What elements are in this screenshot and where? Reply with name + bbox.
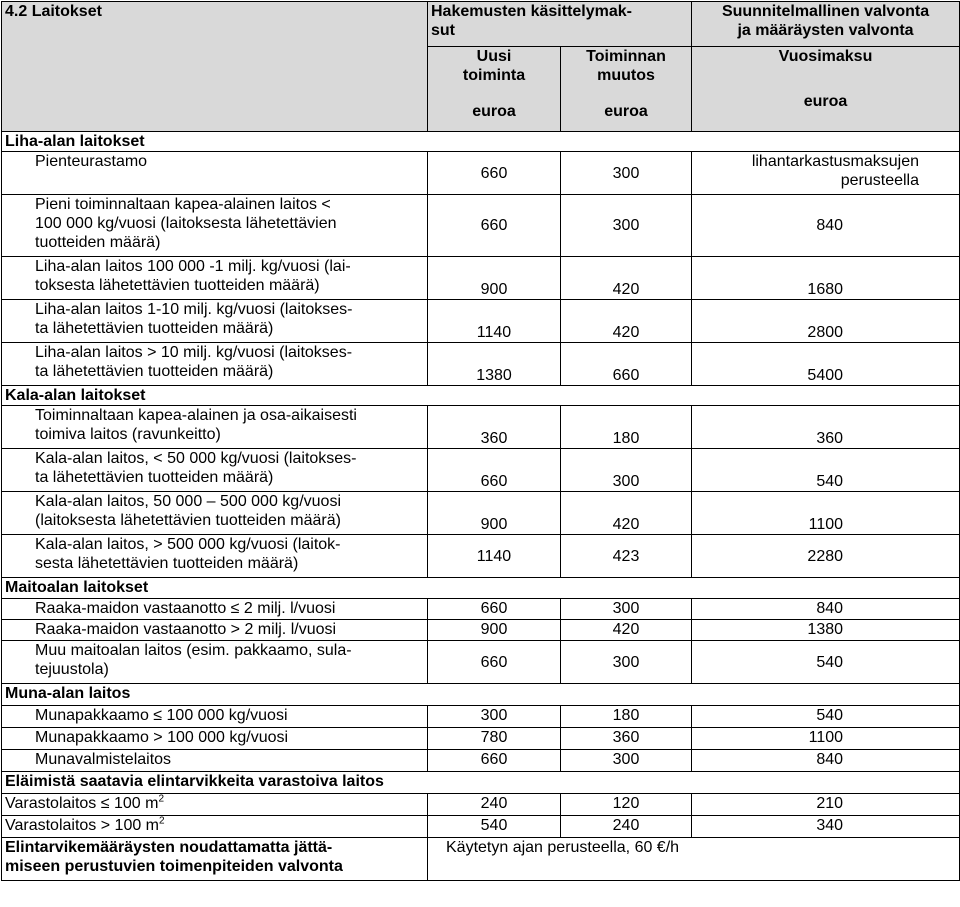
change-fee: 180	[561, 406, 692, 449]
new-operation-header: Uusi toiminta	[428, 47, 561, 92]
change-fee: 240	[561, 816, 692, 838]
footer-value: Käytetyn ajan perusteella, 60 €/h	[428, 838, 960, 881]
annual-fee: 2280	[692, 535, 960, 578]
change-fee: 660	[561, 343, 692, 386]
section-heading: Maitoalan laitokset	[2, 578, 960, 599]
new-fee: 1140	[428, 300, 561, 343]
new-fee: 660	[428, 195, 561, 257]
row-label	[2, 794, 428, 816]
change-operation-header: Toiminnan muutos	[561, 47, 692, 92]
annual-fee: 5400	[692, 343, 960, 386]
new-fee: 1380	[428, 343, 561, 386]
supervision-header: Suunnitelmallinen valvonta ja määräysten valvonta	[692, 2, 960, 47]
annual-fee: 840	[692, 599, 960, 620]
change-fee: 300	[561, 750, 692, 772]
change-fee: 420	[561, 492, 692, 535]
row-label: Muu maitoalan laitos (esim. pakkaamo, sula- tejuustola)	[2, 641, 428, 684]
annual-fee: 1680	[692, 257, 960, 300]
annual-fee: 540	[692, 706, 960, 728]
annual-fee: 1100	[692, 728, 960, 750]
row-label-text: Varastolaitos > 100 m	[5, 817, 160, 834]
new-fee: 660	[428, 599, 561, 620]
row-label: Raaka-maidon vastaanotto > 2 milj. l/vuosi	[2, 620, 428, 641]
change-fee: 423	[561, 535, 692, 578]
new-fee: 300	[428, 706, 561, 728]
unit-change: euroa	[561, 92, 692, 132]
annual-fee: 2800	[692, 300, 960, 343]
section-heading: Muna-alan laitos	[2, 684, 960, 706]
new-fee: 660	[428, 641, 561, 684]
row-label: Kala-alan laitos, > 500 000 kg/vuosi (laitok- sesta lähetettävien tuotteiden määrä)	[2, 535, 428, 578]
section-heading: Eläimistä saatavia elintarvikkeita varastoiva laitos	[2, 772, 960, 794]
new-fee: 540	[428, 816, 561, 838]
row-label: Pienteurastamo	[2, 152, 428, 195]
processing-fees-header: Hakemusten käsittelymak- sut	[428, 2, 692, 47]
fee-table	[1, 1, 960, 881]
unit-new: euroa	[428, 92, 561, 132]
new-fee: 900	[428, 257, 561, 300]
superscript: 2	[159, 815, 165, 827]
new-fee: 360	[428, 406, 561, 449]
footer-label: Elintarvikemääräysten noudattamatta jättä- miseen perustuvien toimenpiteiden valvonta	[2, 838, 428, 881]
annual-fee: lihantarkastusmaksujen perusteella	[692, 152, 960, 195]
row-label-text: Varastolaitos ≤ 100 m	[5, 795, 159, 812]
section-heading: Liha-alan laitokset	[2, 132, 960, 152]
new-fee: 660	[428, 152, 561, 195]
new-fee: 660	[428, 449, 561, 492]
change-fee: 300	[561, 195, 692, 257]
annual-fee: 540	[692, 641, 960, 684]
row-label: Munapakkaamo > 100 000 kg/vuosi	[2, 728, 428, 750]
row-label: Toiminnaltaan kapea-alainen ja osa-aikaisesti toimiva laitos (ravunkeitto)	[2, 406, 428, 449]
section-title-cell	[2, 2, 428, 132]
new-fee: 900	[428, 492, 561, 535]
annual-fee: 340	[692, 816, 960, 838]
change-fee: 420	[561, 257, 692, 300]
new-fee: 660	[428, 750, 561, 772]
change-fee: 300	[561, 152, 692, 195]
change-fee: 360	[561, 728, 692, 750]
row-label: Kala-alan laitos, < 50 000 kg/vuosi (laitokses- ta lähetettävien tuotteiden määrä)	[2, 449, 428, 492]
change-fee: 300	[561, 449, 692, 492]
row-label: Liha-alan laitos 1-10 milj. kg/vuosi (laitokses- ta lähetettävien tuotteiden määrä)	[2, 300, 428, 343]
change-fee: 420	[561, 300, 692, 343]
row-label: Raaka-maidon vastaanotto ≤ 2 milj. l/vuosi	[2, 599, 428, 620]
row-label	[2, 816, 428, 838]
annual-fee-header: Vuosimaksu	[692, 47, 960, 92]
row-label: Kala-alan laitos, 50 000 – 500 000 kg/vuosi (laitoksesta lähetettävien tuotteiden määrä)	[2, 492, 428, 535]
annual-fee: 1380	[692, 620, 960, 641]
section-title: 4.2 Laitokset	[5, 3, 102, 20]
new-fee: 780	[428, 728, 561, 750]
annual-fee: 360	[692, 406, 960, 449]
change-fee: 420	[561, 620, 692, 641]
row-label: Liha-alan laitos 100 000 -1 milj. kg/vuosi (lai- toksesta lähetettävien tuotteiden määrä)	[2, 257, 428, 300]
new-fee: 1140	[428, 535, 561, 578]
section-heading: Kala-alan laitokset	[2, 386, 960, 406]
row-label: Munapakkaamo ≤ 100 000 kg/vuosi	[2, 706, 428, 728]
annual-fee: 1100	[692, 492, 960, 535]
row-label: Liha-alan laitos > 10 milj. kg/vuosi (laitokses- ta lähetettävien tuotteiden määrä)	[2, 343, 428, 386]
annual-fee: 210	[692, 794, 960, 816]
unit-annual: euroa	[692, 92, 960, 132]
new-fee: 900	[428, 620, 561, 641]
superscript: 2	[158, 793, 165, 805]
annual-fee: 840	[692, 195, 960, 257]
change-fee: 300	[561, 641, 692, 684]
change-fee: 120	[561, 794, 692, 816]
row-label: Pieni toiminnaltaan kapea-alainen laitos < 100 000 kg/vuosi (laitoksesta lähetettävien tuotteiden määrä)	[2, 195, 428, 257]
new-fee: 240	[428, 794, 561, 816]
annual-fee: 540	[692, 449, 960, 492]
row-label: Munavalmistelaitos	[2, 750, 428, 772]
annual-fee: 840	[692, 750, 960, 772]
change-fee: 300	[561, 599, 692, 620]
change-fee: 180	[561, 706, 692, 728]
